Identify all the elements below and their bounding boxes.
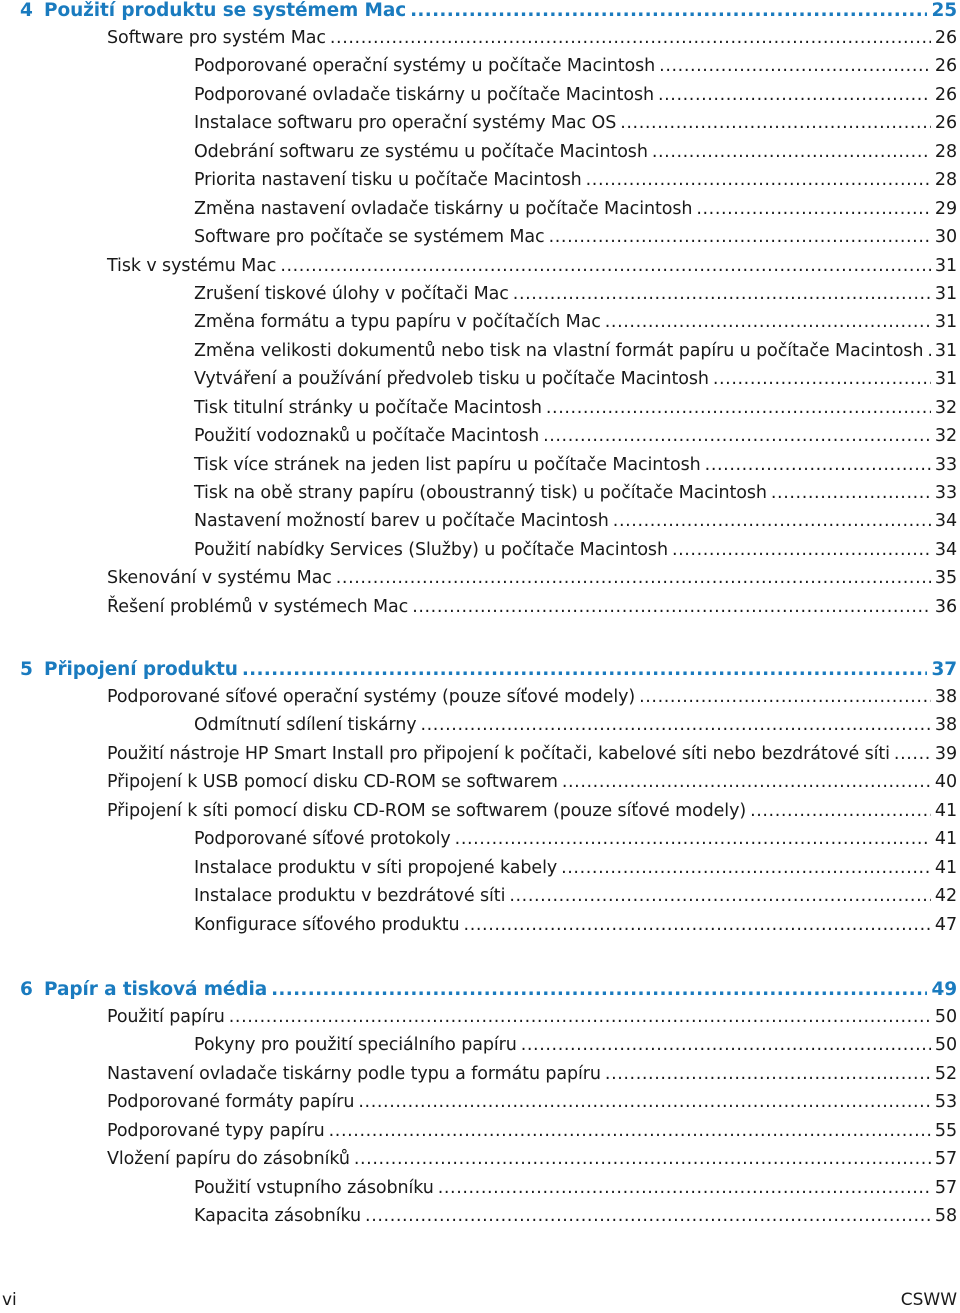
toc-subsection-entry[interactable] [0, 483, 960, 511]
dot-leader [438, 1178, 931, 1198]
dot-leader [330, 28, 931, 48]
dot-leader [546, 398, 931, 418]
dot-leader [464, 915, 931, 935]
entry-page-number: 55 [934, 1120, 957, 1141]
toc-section-entry[interactable] [0, 1092, 960, 1120]
entry-title: Podporované operační systémy u počítače Macintosh [194, 56, 656, 77]
dot-leader [410, 0, 927, 21]
entry-page-number: 31 [934, 283, 957, 304]
toc-section-entry[interactable] [0, 1149, 960, 1177]
dot-leader [509, 886, 931, 906]
entry-title: Použití nástroje HP Smart Install pro připojení k počítači, kabelové síti nebo bezdrátové síti [107, 743, 890, 764]
toc-subsection-entry[interactable] [0, 170, 960, 198]
toc-subsection-entry[interactable] [0, 715, 960, 743]
dot-leader [659, 56, 931, 76]
dot-leader [713, 369, 931, 389]
toc-subsection-entry[interactable] [0, 312, 960, 340]
entry-page-number: 41 [934, 857, 957, 878]
toc-chapter [0, 659, 960, 943]
dot-leader [354, 1149, 931, 1169]
entry-title: Odebrání softwaru ze systému u počítače Macintosh [194, 141, 648, 162]
toc-subsection-entry[interactable] [0, 426, 960, 454]
footer-doc-code: CSWW [900, 1290, 957, 1310]
dot-leader [455, 829, 931, 849]
entry-title: Použití nabídky Services (Služby) u počítače Macintosh [194, 539, 668, 560]
entry-title: Podporované typy papíru [107, 1120, 325, 1141]
entry-page-number: 50 [934, 1007, 957, 1027]
entry-title: Tisk na obě strany papíru (oboustranný tisk) u počítače Macintosh [194, 483, 767, 503]
toc-section-entry[interactable] [0, 28, 960, 56]
entry-title: Vložení papíru do zásobníků [107, 1149, 350, 1170]
entry-title: Software pro systém Mac [107, 28, 326, 48]
dot-leader [420, 715, 930, 735]
entry-page-number: 33 [934, 454, 957, 475]
toc-subsection-entry[interactable] [0, 199, 960, 227]
entry-page-number: 31 [934, 312, 957, 333]
entry-title: Podporované ovladače tiskárny u počítače Macintosh [194, 84, 654, 105]
entry-title: Řešení problémů v systémech Mac [107, 596, 409, 617]
chapter-page-number: 25 [931, 0, 957, 21]
entry-title: Podporované formáty papíru [107, 1092, 355, 1113]
dot-leader [605, 312, 931, 332]
chapter-number: 6 [20, 979, 33, 1000]
entry-title: Připojení k síti pomocí disku CD-ROM se softwarem (pouze síťové modely) [107, 800, 747, 821]
entry-title: Instalace softwaru pro operační systémy Mac OS [194, 113, 617, 134]
dot-leader [271, 979, 927, 1000]
entry-title: Tisk titulní stránky u počítače Macintosh [194, 397, 542, 418]
entry-page-number: 39 [934, 743, 957, 764]
toc-section-entry[interactable] [0, 597, 960, 625]
dot-leader [365, 1206, 931, 1226]
toc-section-entry[interactable] [0, 1121, 960, 1149]
chapter-title: Použití produktu se systémem Mac [44, 0, 407, 21]
entry-page-number: 31 [934, 340, 957, 361]
entry-page-number: 26 [934, 113, 957, 134]
entry-title: Podporované síťové protokoly [194, 829, 451, 850]
entry-page-number: 58 [934, 1206, 957, 1227]
entry-title: Skenování v systému Mac [107, 568, 332, 589]
entry-title: Tisk v systému Mac [107, 255, 277, 276]
toc-subsection-entry[interactable] [0, 511, 960, 539]
toc-subsection-entry[interactable] [0, 369, 960, 397]
entry-page-number: 34 [934, 511, 957, 532]
dot-leader [705, 455, 931, 475]
dot-leader [586, 170, 931, 190]
toc-subsection-entry[interactable] [0, 886, 960, 914]
entry-title: Použití vstupního zásobníku [194, 1177, 434, 1198]
entry-page-number: 29 [934, 198, 957, 219]
entry-title: Software pro počítače se systémem Mac [194, 227, 545, 248]
dot-leader [543, 426, 931, 446]
entry-page-number: 34 [934, 539, 957, 560]
toc-subsection-entry[interactable] [0, 540, 960, 568]
entry-title: Změna nastavení ovladače tiskárny u počítače Macintosh [194, 198, 693, 219]
toc-subsection-entry[interactable] [0, 85, 960, 113]
toc-subsection-entry[interactable] [0, 227, 960, 255]
entry-page-number: 28 [934, 170, 957, 191]
toc-section-entry[interactable] [0, 1064, 960, 1092]
entry-title: Změna velikosti dokumentů nebo tisk na vlastní formát papíru u počítače Macintosh [194, 340, 924, 361]
toc-chapter [0, 0, 960, 625]
toc-subsection-entry[interactable] [0, 284, 960, 312]
dot-leader [605, 1064, 931, 1084]
toc-chapter-heading[interactable] [0, 979, 960, 1007]
dot-leader [927, 341, 931, 361]
dot-leader [672, 540, 931, 560]
entry-title: Zrušení tiskové úlohy v počítači Mac [194, 283, 509, 304]
toc-section-entry[interactable] [0, 744, 960, 772]
dot-leader [336, 568, 931, 588]
entry-page-number: 26 [934, 56, 957, 77]
entry-page-number: 57 [934, 1177, 957, 1198]
toc-section-entry[interactable] [0, 256, 960, 284]
toc-subsection-entry[interactable] [0, 142, 960, 170]
toc-chapter-heading[interactable] [0, 659, 960, 687]
entry-page-number: 32 [934, 426, 957, 447]
entry-title: Změna formátu a typu papíru v počítačích Mac [194, 312, 601, 333]
toc-section-entry[interactable] [0, 568, 960, 596]
entry-page-number: 32 [934, 397, 957, 418]
toc-section-entry[interactable] [0, 772, 960, 800]
entry-title: Použití papíru [107, 1007, 225, 1027]
entry-title: Odmítnutí sdílení tiskárny [194, 715, 417, 736]
dot-leader [639, 687, 931, 707]
dot-leader [750, 801, 931, 821]
entry-title: Tisk více stránek na jeden list papíru u počítače Macintosh [194, 454, 701, 475]
dot-leader [549, 227, 931, 247]
chapter-page-number: 49 [931, 979, 957, 1000]
entry-title: Konfigurace síťového produktu [194, 914, 460, 935]
entry-title: Priorita nastavení tisku u počítače Macintosh [194, 170, 582, 191]
entry-page-number: 53 [934, 1092, 957, 1113]
chapter-number: 5 [20, 659, 33, 680]
entry-page-number: 33 [934, 483, 957, 503]
entry-title: Podporované síťové operační systémy (pouze síťové modely) [107, 687, 636, 707]
dot-leader [329, 1121, 931, 1141]
toc-subsection-entry[interactable] [0, 341, 960, 369]
entry-page-number: 31 [934, 369, 957, 390]
toc-subsection-entry[interactable] [0, 56, 960, 84]
toc-subsection-entry[interactable] [0, 398, 960, 426]
dot-leader [242, 659, 928, 680]
entry-title: Instalace produktu v síti propojené kabely [194, 857, 558, 878]
entry-title: Použití vodoznaků u počítače Macintosh [194, 426, 540, 447]
entry-page-number: 30 [934, 227, 957, 248]
entry-page-number: 52 [934, 1063, 957, 1084]
dot-leader [894, 744, 931, 764]
dot-leader [658, 85, 931, 105]
toc-subsection-entry[interactable] [0, 915, 960, 943]
entry-page-number: 31 [934, 255, 957, 276]
entry-page-number: 38 [934, 687, 957, 707]
entry-page-number: 38 [934, 715, 957, 736]
dot-leader [562, 772, 931, 792]
chapter-title: Připojení produktu [44, 659, 238, 680]
entry-page-number: 26 [934, 28, 957, 48]
entry-page-number: 36 [934, 596, 957, 617]
entry-page-number: 57 [934, 1149, 957, 1170]
entry-title: Pokyny pro použití speciálního papíru [194, 1035, 517, 1056]
entry-page-number: 26 [934, 84, 957, 105]
page-footer [0, 1288, 960, 1312]
dot-leader [513, 284, 931, 304]
toc-section-entry[interactable] [0, 801, 960, 829]
dot-leader [521, 1035, 931, 1055]
entry-title: Instalace produktu v bezdrátové síti [194, 886, 506, 907]
entry-page-number: 47 [934, 914, 957, 935]
entry-page-number: 28 [934, 141, 957, 162]
chapter-page-number: 37 [931, 659, 957, 680]
dot-leader [229, 1007, 931, 1027]
toc-subsection-entry[interactable] [0, 455, 960, 483]
entry-page-number: 41 [934, 829, 957, 850]
dot-leader [652, 142, 931, 162]
toc-section-entry[interactable] [0, 1007, 960, 1035]
entry-page-number: 50 [934, 1035, 957, 1056]
entry-title: Nastavení možností barev u počítače Macintosh [194, 511, 609, 532]
chapter-number: 4 [20, 0, 33, 21]
dot-leader [280, 256, 931, 276]
entry-page-number: 42 [934, 886, 957, 907]
toc-subsection-entry[interactable] [0, 1035, 960, 1063]
dot-leader [620, 113, 931, 133]
chapter-title: Papír a tisková média [44, 979, 268, 1000]
entry-title: Nastavení ovladače tiskárny podle typu a formátu papíru [107, 1063, 601, 1084]
toc-section-entry[interactable] [0, 687, 960, 715]
dot-leader [561, 858, 931, 878]
dot-leader [412, 597, 931, 617]
toc-subsection-entry[interactable] [0, 113, 960, 141]
dot-leader [613, 511, 931, 531]
dot-leader [696, 199, 931, 219]
toc-chapter-heading[interactable] [0, 0, 960, 28]
toc-subsection-entry[interactable] [0, 858, 960, 886]
toc-subsection-entry[interactable] [0, 1206, 960, 1234]
entry-page-number: 40 [934, 772, 957, 793]
dot-leader [358, 1092, 931, 1112]
toc-subsection-entry[interactable] [0, 829, 960, 857]
entry-title: Vytváření a používání předvoleb tisku u počítače Macintosh [194, 369, 709, 390]
toc-chapter [0, 979, 960, 1235]
entry-title: Připojení k USB pomocí disku CD-ROM se softwarem [107, 772, 558, 793]
entry-page-number: 41 [934, 800, 957, 821]
entry-title: Kapacita zásobníku [194, 1206, 362, 1227]
dot-leader [771, 483, 931, 503]
entry-page-number: 35 [934, 568, 957, 589]
footer-page-number: vi [2, 1290, 17, 1310]
toc-subsection-entry[interactable] [0, 1178, 960, 1206]
